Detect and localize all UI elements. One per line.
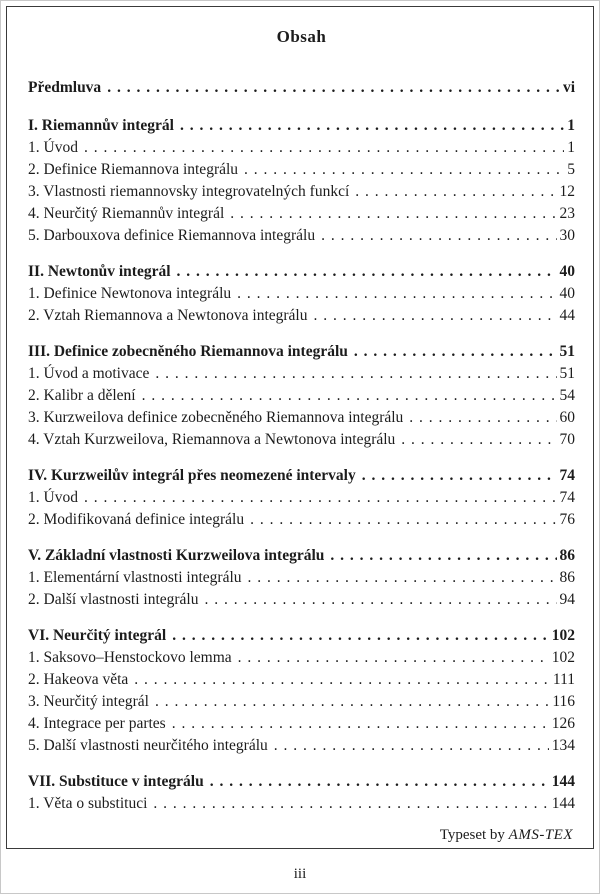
- toc-section: [28, 341, 575, 451]
- dot-leader: [248, 567, 557, 589]
- toc-entry: [28, 735, 575, 757]
- dot-leader: [274, 735, 549, 757]
- dot-leader: [155, 691, 549, 713]
- dot-leader: [84, 137, 564, 159]
- toc-entry-page: 102: [551, 649, 575, 666]
- toc-entry-label: 3. Kurzweilova definice zobecněného Riemannova integrálu: [28, 409, 404, 426]
- dot-leader: [321, 225, 556, 247]
- dot-leader: [155, 363, 556, 385]
- toc-entry-page: 40: [559, 263, 575, 280]
- toc-entry: [28, 691, 575, 713]
- toc-entry-label: 1. Úvod: [28, 139, 78, 156]
- toc-entry-label: 2. Hakeova věta: [28, 671, 129, 688]
- toc-entry: [28, 305, 575, 327]
- toc-entry-page: 126: [551, 715, 575, 732]
- toc-entry-label: 5. Darbouxova definice Riemannova integrálu: [28, 227, 316, 244]
- toc-entry-label: 4. Integrace per partes: [28, 715, 166, 732]
- dot-leader: [180, 115, 564, 137]
- toc-entry-page: 51: [559, 343, 575, 360]
- toc-entry: [28, 793, 575, 815]
- toc-entry-page: 76: [559, 511, 575, 528]
- toc-entry-page: 86: [559, 547, 575, 564]
- toc-section: [28, 771, 575, 815]
- toc-entry-page: 144: [551, 773, 575, 790]
- toc-entry-page: 12: [559, 183, 575, 200]
- dot-leader: [362, 465, 557, 487]
- typeset-prefix: Typeset by: [439, 827, 509, 843]
- dot-leader: [409, 407, 556, 429]
- toc-entry: [28, 713, 575, 735]
- toc-section: [28, 625, 575, 757]
- toc-entry-label: IV. Kurzweilův integrál přes neomezené intervaly: [28, 467, 356, 484]
- dot-leader: [172, 713, 549, 735]
- toc-entry-page: 74: [559, 467, 575, 484]
- toc-section-heading: [28, 261, 575, 283]
- toc-entry: [28, 137, 575, 159]
- dot-leader: [84, 487, 557, 509]
- page-title: Obsah: [276, 27, 327, 46]
- ams-tex-logo: AMS-TEX: [508, 827, 573, 843]
- toc-entry: [28, 181, 575, 203]
- dot-leader: [330, 545, 556, 567]
- dot-leader: [355, 181, 556, 203]
- toc-entry-label: 1. Úvod: [28, 489, 78, 506]
- dot-leader: [237, 283, 556, 305]
- dot-leader: [172, 625, 549, 647]
- toc-entry-page: 23: [559, 205, 575, 222]
- toc-entry: [28, 385, 575, 407]
- toc-entry-page: 30: [559, 227, 575, 244]
- toc-entry-label: II. Newtonův integrál: [28, 263, 171, 280]
- toc-entry-label: 2. Modifikovaná definice integrálu: [28, 511, 245, 528]
- toc-section: [28, 465, 575, 531]
- toc-entry-label: V. Základní vlastnosti Kurzweilova integrálu: [28, 547, 325, 564]
- dot-leader: [177, 261, 557, 283]
- toc-entry: [28, 669, 575, 691]
- toc-section-heading: [28, 771, 575, 793]
- toc-entry-page: 51: [559, 365, 575, 382]
- toc-section-heading: [28, 465, 575, 487]
- toc-entry-label: 4. Vztah Kurzweilova, Riemannova a Newtonova integrálu: [28, 431, 396, 448]
- toc-section: [28, 545, 575, 611]
- dot-leader: [244, 159, 564, 181]
- toc-entry-label: 2. Kalibr a dělení: [28, 387, 136, 404]
- toc-entry-label: 4. Neurčitý Riemannův integrál: [28, 205, 225, 222]
- toc-section-heading: [28, 341, 575, 363]
- toc-entry-page: 102: [551, 627, 575, 644]
- toc-sections: [28, 101, 575, 815]
- dot-leader: [354, 341, 557, 363]
- toc-entry-page: 86: [559, 569, 575, 586]
- toc-entry-page: 54: [559, 387, 575, 404]
- toc-entry-page: 144: [551, 795, 575, 812]
- dot-leader: [238, 647, 549, 669]
- toc-entry: [28, 363, 575, 385]
- dot-leader: [142, 385, 557, 407]
- toc-entry-label: 2. Vztah Riemannova a Newtonova integrálu: [28, 307, 308, 324]
- toc-entry-page: 1: [567, 139, 575, 156]
- toc-entry-page: 116: [552, 693, 575, 710]
- dot-leader: [134, 669, 550, 691]
- toc-entry-label: III. Definice zobecněného Riemannova integrálu: [28, 343, 348, 360]
- toc-section: [28, 115, 575, 247]
- toc-entry-page: vi: [562, 79, 575, 96]
- toc-entry-label: 3. Vlastnosti riemannovsky integrovatelných funkcí: [28, 183, 350, 200]
- toc-entry-label: Předmluva: [28, 79, 102, 96]
- toc-entry-page: 134: [551, 737, 575, 754]
- toc-entry-page: 74: [559, 489, 575, 506]
- toc-entry-page: 40: [559, 285, 575, 302]
- toc-entry: [28, 407, 575, 429]
- dot-leader: [314, 305, 557, 327]
- toc-entry-label: 1. Saksovo–Henstockovo lemma: [28, 649, 232, 666]
- page-number: iii: [293, 866, 307, 882]
- dot-leader: [230, 203, 556, 225]
- toc-section-heading: [28, 115, 575, 137]
- toc-entry-label: 1. Definice Newtonova integrálu: [28, 285, 232, 302]
- toc-entry-page: 44: [559, 307, 575, 324]
- toc-entry-page: 5: [567, 161, 575, 178]
- toc-entry: [28, 159, 575, 181]
- toc-entry-page: 94: [559, 591, 575, 608]
- toc-entry-label: 2. Definice Riemannova integrálu: [28, 161, 239, 178]
- dot-leader: [204, 589, 556, 611]
- toc-entry-page: 111: [552, 671, 575, 688]
- toc-section: [28, 261, 575, 327]
- toc-entry: [28, 487, 575, 509]
- toc-entry-label: VII. Substituce v integrálu: [28, 773, 204, 790]
- toc-entry-label: 1. Věta o substituci: [28, 795, 148, 812]
- toc-entry-page: 60: [559, 409, 575, 426]
- page-frame: [6, 6, 594, 849]
- toc-entry: [28, 509, 575, 531]
- dot-leader: [107, 77, 560, 99]
- toc-entry: [28, 225, 575, 247]
- toc-entry-label: VI. Neurčitý integrál: [28, 627, 167, 644]
- toc-entry-label: 1. Úvod a motivace: [28, 365, 150, 382]
- toc-entry: [28, 429, 575, 451]
- toc-entry: [28, 647, 575, 669]
- toc-entry-preface: [28, 77, 575, 99]
- toc-entry-label: 1. Elementární vlastnosti integrálu: [28, 569, 242, 586]
- toc-entry-page: 1: [567, 117, 575, 134]
- toc-entry-label: 3. Neurčitý integrál: [28, 693, 149, 710]
- toc-entry: [28, 283, 575, 305]
- toc-entry-page: 70: [559, 431, 575, 448]
- toc-entry: [28, 589, 575, 611]
- dot-leader: [210, 771, 549, 793]
- toc-section-heading: [28, 545, 575, 567]
- toc-section-heading: [28, 625, 575, 647]
- dot-leader: [250, 509, 556, 531]
- dot-leader: [153, 793, 548, 815]
- toc-entry-label: 5. Další vlastnosti neurčitého integrálu: [28, 737, 268, 754]
- toc-entry-label: I. Riemannův integrál: [28, 117, 174, 134]
- toc-entry-label: 2. Další vlastnosti integrálu: [28, 591, 199, 608]
- toc-entry: [28, 567, 575, 589]
- toc-entry: [28, 203, 575, 225]
- typeset-note: [28, 815, 575, 844]
- dot-leader: [401, 429, 556, 451]
